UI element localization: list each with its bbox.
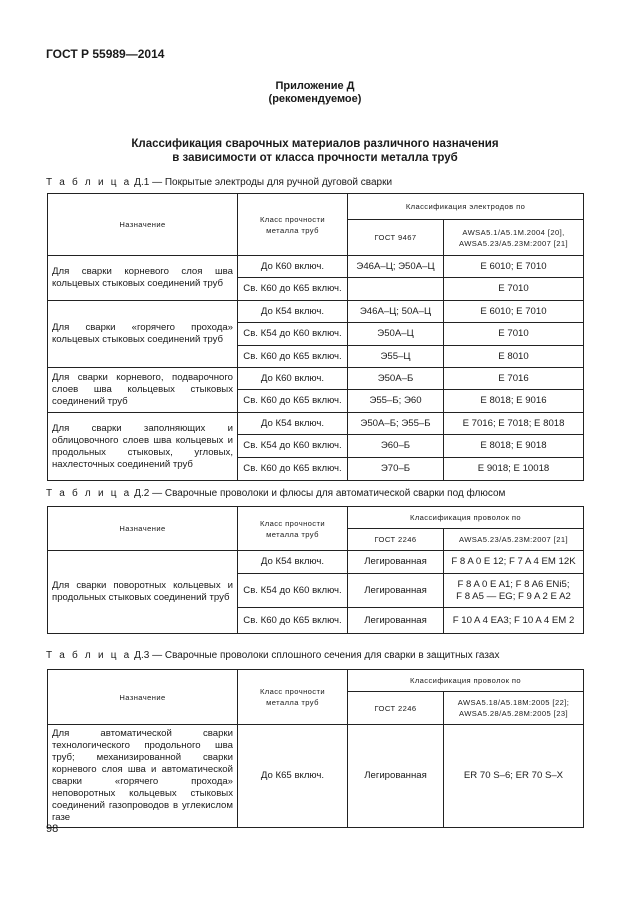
table1-gost-cell: Э60–Б — [348, 435, 444, 458]
table2-header-class-line1: Класс прочности — [259, 518, 326, 528]
table3-class-cell: До К65 включ. — [238, 725, 348, 828]
table1-class-cell: Св. К60 до К65 включ. — [238, 278, 348, 301]
table3-header-purpose: Назначение — [48, 670, 238, 725]
table1-class-cell: Св. К60 до К65 включ. — [238, 458, 348, 481]
table1-gost-cell: Э50А–Б — [348, 368, 444, 390]
table1-class-cell: До К60 включ. — [238, 256, 348, 278]
table2-aws-cell — [444, 574, 584, 608]
table1-class-cell: Св. К54 до К60 включ. — [238, 323, 348, 346]
table2-header-std2: AWSA5.23/A5.23M:2007 [21] — [444, 529, 584, 551]
table2 — [47, 506, 584, 634]
table2-header-class-line2: металла труб — [266, 529, 319, 539]
table3-header-class-line2: металла труб — [266, 698, 319, 707]
table2-gost-cell: Легированная — [348, 551, 444, 574]
table1-class-cell: Св. К54 до К60 включ. — [238, 435, 348, 458]
table1-aws-cell: E 6010; E 7010 — [444, 301, 584, 323]
table1-aws-cell: E 7016; E 7018; E 8018 — [444, 413, 584, 435]
table1-class-cell: Св. К60 до К65 включ. — [238, 346, 348, 368]
table3-header-class-line1: Класс прочности — [259, 687, 326, 696]
table2-caption — [46, 488, 505, 499]
table2-header-classification: Классификация проволок по — [348, 507, 584, 529]
table1-header-std2 — [444, 220, 584, 256]
document-code: ГОСТ Р 55989—2014 — [46, 47, 165, 61]
table1-header-classification: Классификация электродов по — [348, 194, 584, 220]
table2-gost-cell: Легированная — [348, 608, 444, 634]
table1-gost-cell — [348, 278, 444, 301]
table1-aws-cell: E 8018; E 9018 — [444, 435, 584, 458]
table2-class-cell: До К54 включ. — [238, 551, 348, 574]
table1-aws-cell: E 7010 — [444, 323, 584, 346]
table2-gost-cell: Легированная — [348, 574, 444, 608]
main-title-line1: Классификация сварочных материалов различного назначения — [131, 138, 499, 150]
table2-header-class — [238, 507, 348, 551]
table2-purpose-cell: Для сварки поворотных кольцевых и продольных стыковых соединений труб — [48, 551, 238, 634]
table3 — [47, 669, 584, 828]
table1-class-cell: До К54 включ. — [238, 301, 348, 323]
table2-aws-cell: F 8 A 0 E 12; F 7 A 4 EM 12K — [444, 551, 584, 574]
table1-gost-cell: Э55–Б; Э60 — [348, 390, 444, 413]
table2-class-cell: Св. К54 до К60 включ. — [238, 574, 348, 608]
table3-gost-cell: Легированная — [348, 725, 444, 828]
table1-header-std1: ГОСТ 9467 — [348, 220, 444, 256]
table2-aws-line1: F 8 A 0 E A1; F 8 A6 ENi5; — [457, 578, 570, 590]
table3-header-std2-line1: AWSA5.18/A5.18M:2005 [22]; — [457, 698, 570, 707]
table2-caption-text: Д.2 — Сварочные проволоки и флюсы для автоматической сварки под флюсом — [134, 488, 506, 499]
table1-gost-cell: Э55–Ц — [348, 346, 444, 368]
table1-class-cell: До К54 включ. — [238, 413, 348, 435]
table1-gost-cell: Э70–Б — [348, 458, 444, 481]
table1-aws-cell: E 8018; E 9016 — [444, 390, 584, 413]
table3-caption-prefix: Т а б л и ц а — [46, 650, 132, 661]
table3-aws-cell: ER 70 S–6; ER 70 S–X — [444, 725, 584, 828]
table2-caption-prefix: Т а б л и ц а — [46, 488, 132, 499]
appendix-title: Приложение Д — [275, 80, 355, 92]
table3-caption-text: Д.3 — Сварочные проволоки сплошного сечения для сварки в защитных газах — [134, 650, 500, 661]
table3-caption — [46, 650, 499, 661]
table1-header-class — [238, 194, 348, 256]
table1-aws-cell: E 9018; E 10018 — [444, 458, 584, 481]
table1-class-cell: До К60 включ. — [238, 368, 348, 390]
table1-gost-cell: Э50А–Б; Э55–Б — [348, 413, 444, 435]
table3-purpose-cell: Для автоматической сварки технологического продольного шва труб; механизированной сварки корневого слоя шва и автоматической сварки «горячего прохода» неповоротных кольцевых стыковых соединений газопроводов в углекислом газе — [48, 725, 238, 828]
table3-header-class — [238, 670, 348, 725]
table1-aws-cell: E 7010 — [444, 278, 584, 301]
main-title-line2: в зависимости от класса прочности металла труб — [172, 152, 458, 164]
table1-purpose-cell: Для сварки корневого слоя шва кольцевых стыковых соединений труб — [48, 256, 238, 301]
table3-header-classification: Классификация проволок по — [348, 670, 584, 692]
table1-header-std2-line1: AWSA5.1/A5.1M.2004 [20], — [462, 227, 565, 237]
table1-caption — [46, 177, 392, 188]
table1-header-class-line2: металла труб — [266, 225, 319, 235]
table3-header-std2-line2: AWSA5.28/A5.28M:2005 [23] — [459, 709, 568, 718]
table1-caption-prefix: Т а б л и ц а — [46, 177, 132, 188]
table1-purpose-cell: Для сварки корневого, подварочного слоев шва кольцевых стыковых соединений труб — [48, 368, 238, 413]
page-number: 98 — [46, 823, 59, 835]
table1 — [47, 193, 584, 481]
table2-aws-line2: F 8 A5 — EG; F 9 A 2 E A2 — [456, 590, 571, 602]
table1-aws-cell: E 8010 — [444, 346, 584, 368]
table1-purpose-cell: Для сварки заполняющих и облицовочного слоев шва кольцевых и продольных стыковых, угловых, нахлесточных соединений труб — [48, 413, 238, 481]
table1-header-std2-line2: AWSA5.23/A5.23M:2007 [21] — [459, 238, 568, 248]
table2-header-purpose: Назначение — [48, 507, 238, 551]
table1-gost-cell: Э46А–Ц; 50А–Ц — [348, 301, 444, 323]
table1-aws-cell: E 6010; E 7010 — [444, 256, 584, 278]
appendix-subtitle: (рекомендуемое) — [268, 93, 362, 105]
table2-class-cell: Св. К60 до К65 включ. — [238, 608, 348, 634]
table1-header-purpose: Назначение — [48, 194, 238, 256]
table1-caption-text: Д.1 — Покрытые электроды для ручной дуговой сварки — [134, 177, 393, 188]
table3-header-std1: ГОСТ 2246 — [348, 692, 444, 725]
table2-header-std1: ГОСТ 2246 — [348, 529, 444, 551]
table1-header-class-line1: Класс прочности — [259, 214, 326, 224]
table2-aws-cell: F 10 A 4 EA3; F 10 A 4 EM 2 — [444, 608, 584, 634]
table1-class-cell: Св. К60 до К65 включ. — [238, 390, 348, 413]
table1-aws-cell: E 7016 — [444, 368, 584, 390]
table3-header-std2 — [444, 692, 584, 725]
table1-gost-cell: Э50А–Ц — [348, 323, 444, 346]
table1-purpose-cell: Для сварки «горячего прохода» кольцевых стыковых соединений труб — [48, 301, 238, 368]
table1-gost-cell: Э46А–Ц; Э50А–Ц — [348, 256, 444, 278]
